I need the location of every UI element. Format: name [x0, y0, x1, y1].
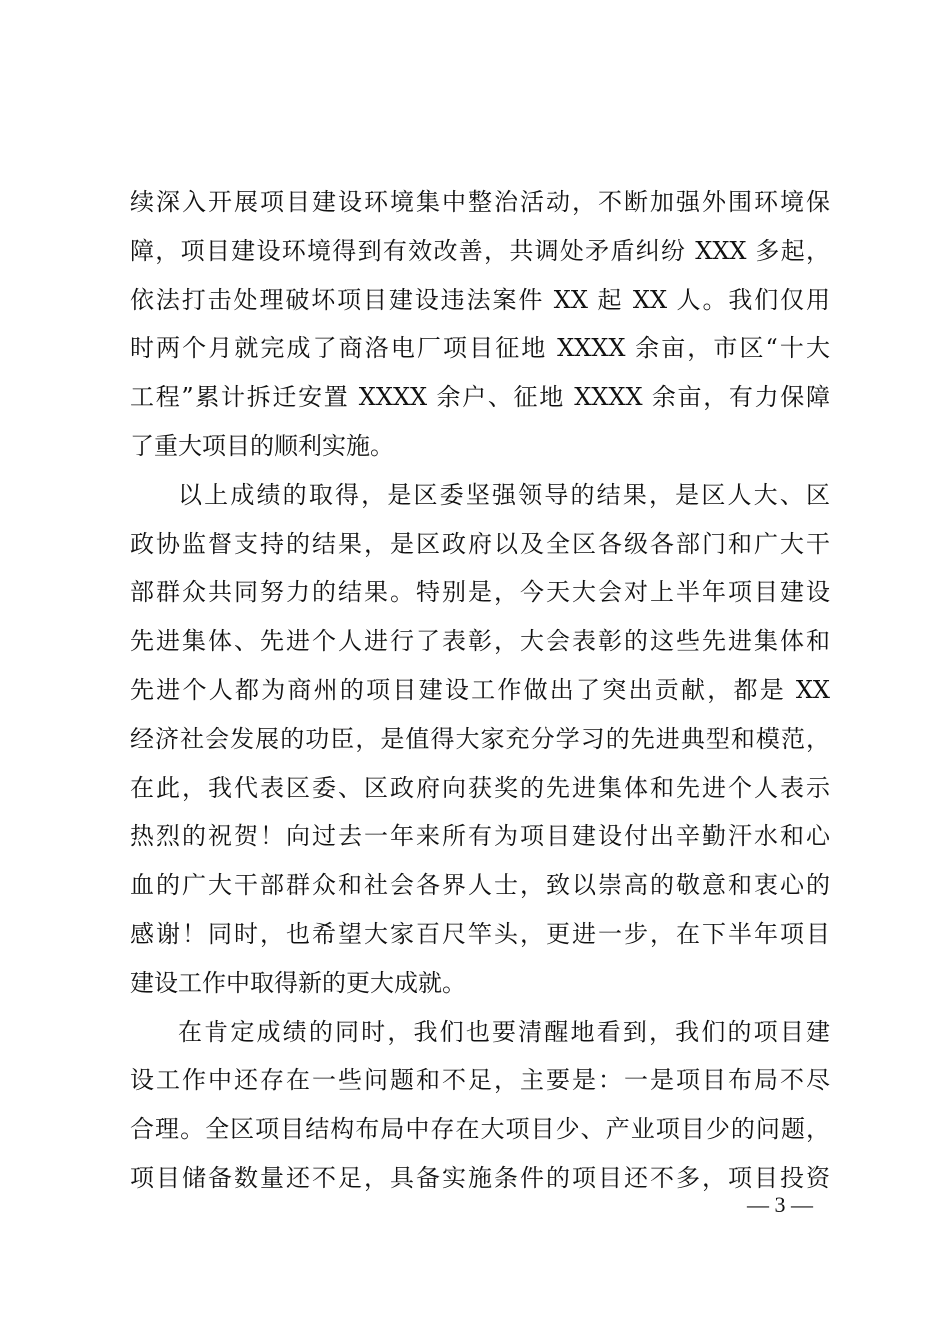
- text-line: 障，项目建设环境得到有效改善，共调处矛盾纠纷 XXX 多起，: [130, 236, 830, 265]
- text-line: 以上成绩的取得，是区委坚强领导的结果，是区人大、区: [178, 480, 830, 509]
- text-line: 先进集体、先进个人进行了表彰，大会表彰的这些先进集体和: [130, 627, 830, 656]
- text-line: 热烈的祝贺！向过去一年来所有为项目建设付出辛勤汗水和心: [130, 822, 830, 851]
- text-line: 血的广大干部群众和社会各界人士，致以崇高的敬意和衷心的: [130, 871, 830, 900]
- text-line: 在肯定成绩的同时，我们也要清醒地看到，我们的项目建: [178, 1017, 830, 1046]
- text-line: 依法打击处理破坏项目建设违法案件 XX 起 XX 人。我们仅用: [130, 285, 830, 314]
- text-line: 先进个人都为商州的项目建设工作做出了突出贡献，都是 XX: [130, 675, 830, 704]
- paragraph-1: [130, 178, 830, 471]
- text-line: 政协监督支持的结果，是区政府以及全区各级各部门和广大干: [130, 529, 830, 558]
- text-line: 建设工作中取得新的更大成就。: [130, 968, 466, 997]
- text-line: 时两个月就完成了商洛电厂项目征地 XXXX 余亩，市区“十大: [130, 334, 830, 363]
- text-line: 经济社会发展的功臣，是值得大家充分学习的先进典型和模范，: [130, 724, 830, 753]
- page-number: — 3 —: [747, 1192, 813, 1217]
- paragraph-2: [130, 471, 830, 1008]
- text-line: 项目储备数量还不足，具备实施条件的项目还不多，项目投资: [130, 1163, 830, 1192]
- paragraph-3: [130, 1008, 830, 1203]
- body-text: [130, 178, 830, 1203]
- text-line: 合理。全区项目结构布局中存在大项目少、产业项目少的问题，: [130, 1115, 830, 1144]
- text-line: 了重大项目的顺利实施。: [130, 431, 394, 460]
- text-line: 部群众共同努力的结果。特别是，今天大会对上半年项目建设: [130, 578, 830, 607]
- text-line: 工程”累计拆迁安置 XXXX 余户、征地 XXXX 余亩，有力保障: [130, 383, 830, 412]
- text-line: 在此，我代表区委、区政府向获奖的先进集体和先进个人表示: [130, 773, 830, 802]
- text-line: 感谢！同时，也希望大家百尺竿头，更进一步，在下半年项目: [130, 919, 830, 948]
- text-line: 设工作中还存在一些问题和不足，主要是：一是项目布局不尽: [130, 1066, 830, 1095]
- text-line: 续深入开展项目建设环境集中整治活动，不断加强外围环境保: [130, 188, 830, 216]
